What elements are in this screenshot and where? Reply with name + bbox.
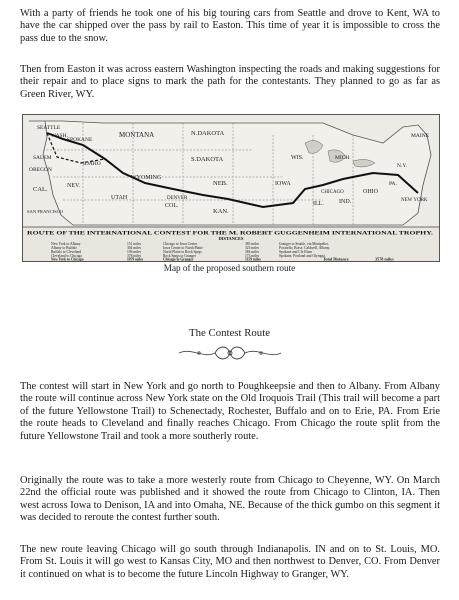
- paragraph-contest-start: The contest will start in New York and go north to Poughkeepsie and then to Albany. From Albany the route will continue across New York state on the Old Iroquois Trail (This trail will become a part of the future Yellowstone Trail) to Schenectady, Rochester, Buffalo and on to Erie, PA. From Erie the route heads to Cleveland and finally reaches Chicago. From Chicago the route split from the future Yellowstone Trail and took a more southerly route.: [20, 381, 440, 442]
- map-city-san-francisco: SAN FRANCISCO: [27, 209, 64, 214]
- map-state-pa: PA.: [389, 181, 397, 187]
- section-title: The Contest Route: [189, 327, 270, 339]
- route-map-image: [23, 115, 439, 261]
- map-state-idaho: IDAHO: [83, 161, 101, 167]
- map-state-ohio: OHIO: [363, 189, 378, 195]
- map-state-wash: WASH.: [51, 133, 68, 139]
- distance-cell: Spokane, Portland and Olympia: [279, 254, 325, 258]
- distance-cell: 323 miles: [245, 246, 260, 250]
- distance-total-label: Total Distance: [323, 256, 349, 261]
- distance-cell: Rock Sprgs to Granger: [163, 254, 196, 258]
- map-city-salem: SALEM: [33, 155, 52, 161]
- distance-cell: 304 miles: [127, 246, 142, 250]
- map-state-wis: WIS.: [291, 155, 304, 161]
- map-state-maine: MAINE: [411, 133, 430, 139]
- map-city-new-york: NEW YORK: [401, 198, 428, 203]
- distance-cell: Cleveland to Chicago: [51, 254, 83, 258]
- map-state-nev: NEV.: [67, 183, 81, 189]
- map-state-utah: UTAH: [111, 195, 128, 201]
- distance-total-cell: 1079 miles: [127, 257, 144, 261]
- map-state-ill: ILL.: [313, 201, 324, 207]
- map-city-chicago: CHICAGO: [321, 190, 344, 195]
- route-map-figure: [22, 114, 440, 262]
- map-state-sdakota: S.DAKOTA: [191, 156, 224, 163]
- map-state-col: COL.: [165, 203, 179, 209]
- distance-cell: Albany to Buffalo: [51, 246, 78, 250]
- distance-cell: Buffalo to Cleveland: [51, 250, 82, 254]
- map-state-iowa: IOWA: [275, 181, 291, 187]
- distance-cell: Spokane and Cle Elum: [279, 250, 313, 254]
- map-state-oregon: OREGON: [29, 167, 52, 173]
- map-caption: Map of the proposed southern route: [163, 263, 296, 273]
- distance-total-value: 3578 miles: [375, 256, 394, 261]
- distance-cell: Iowa Center to North Platte: [163, 246, 203, 250]
- distance-total-cell: 1159 miles: [245, 257, 261, 261]
- distance-total-cell: Chicago to Granger: [163, 257, 194, 261]
- distance-total-cell: New York to Chicago: [51, 257, 84, 261]
- paragraph-new-route: The new route leaving Chicago will go south through Indianapolis. IN and on to St. Louis, MO. From St. Louis it will go west to Kansas City, MO and then northwest to Denver, CO. From Denver it continued on what is to become the future Lincoln Highway to Granger, WY.: [20, 544, 440, 580]
- paragraph-seattle-trip: With a party of friends he took one of his big touring cars from Seattle and drove to Kent, WA to have the car shipped over the pass by rail to Easton. This time of year it is impossible to cross the pass due to the snow.: [20, 8, 440, 44]
- distance-cell: Chicago to Iowa Center: [163, 242, 198, 246]
- map-state-ind: IND.: [339, 199, 352, 205]
- distance-cell: New York to Albany: [51, 242, 81, 246]
- map-state-cal: CAL.: [33, 186, 48, 193]
- paragraph-original-route: Originally the route was to take a more westerly route from Chicago to Cheyenne, WY. On March 22nd the official route was published and it showed the route from Chicago to Clinton, IA. Then west across Iowa to Denison, IA and into Omaha, NE. Because of the thick gumbo on this segment it was decided to reroute the contest further south.: [20, 475, 440, 524]
- map-state-ndakota: N.DAKOTA: [191, 130, 225, 137]
- distance-cell: 173 miles: [245, 254, 260, 258]
- map-state-mich: MICH.: [335, 155, 351, 161]
- distance-cell: 151 miles: [127, 242, 142, 246]
- map-banner: ROUTE OF THE INTERNATIONAL CONTEST FOR THE M. ROBERT GUGGENHEIM INTERNATIONAL TROPHY.: [27, 230, 434, 237]
- distance-cell: Granger to Seattle, via Montpelier,: [279, 242, 329, 246]
- distance-cell: 196 miles: [127, 250, 142, 254]
- paragraph-eastern-washington: Then from Easton it was across eastern Washington inspecting the roads and making suggestions for their repair and to place signs to mark the path for the contestants. They planned to go as far as Green River, WY.: [20, 64, 440, 100]
- map-city-spokane: SPOKANE: [67, 137, 93, 143]
- map-state-montana: MONTANA: [119, 131, 155, 139]
- map-state-neb: NEB.: [213, 180, 228, 187]
- map-city-seattle: SEATTLE: [37, 125, 61, 131]
- distance-cell: North Platte to Rock Sprgs: [163, 250, 202, 254]
- map-state-wyoming: WYOMING: [131, 175, 162, 181]
- map-state-ny: N.Y.: [397, 163, 407, 169]
- distance-cell: 383 miles: [245, 242, 260, 246]
- map-state-kan: KAN.: [213, 208, 229, 215]
- distance-cell: Pocatello, Boise, Caldwell, Albany,: [279, 246, 330, 250]
- map-distances-heading: DISTANCES: [218, 236, 244, 241]
- decorative-flourish-icon: [175, 343, 285, 363]
- distance-cell: 378 miles: [127, 254, 142, 258]
- map-city-denver: DENVER: [167, 196, 188, 201]
- distance-cell: 384 miles: [245, 250, 260, 254]
